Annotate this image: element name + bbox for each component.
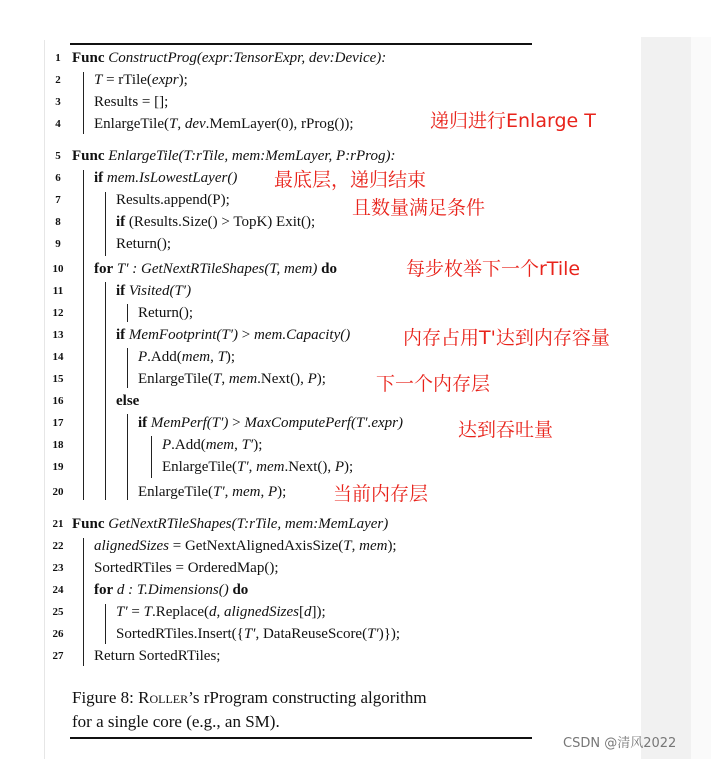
code-text: T′ = T.Replace(d, alignedSizes[d]); xyxy=(116,604,326,620)
line-number: 23 xyxy=(52,562,64,574)
line-number: 9 xyxy=(55,238,61,250)
code-text: EnlargeTile(T, dev.MemLayer(0), rProg()); xyxy=(94,116,354,132)
figure-caption xyxy=(72,686,532,734)
block-bar xyxy=(127,304,128,322)
watermark: CSDN @清风2022 xyxy=(563,736,677,751)
line-number: 25 xyxy=(52,606,64,618)
line-number: 8 xyxy=(55,216,61,228)
line-number: 13 xyxy=(52,329,64,341)
side-panel xyxy=(641,37,691,759)
annotation-next-mem-layer: 下一个内存层 xyxy=(376,373,491,395)
line-number: 14 xyxy=(52,351,64,363)
code-text: SortedRTiles.Insert({T′, DataReuseScore(T′)}); xyxy=(116,626,401,642)
line-number: 15 xyxy=(52,373,64,385)
line-number: 22 xyxy=(52,540,64,552)
code-text: if MemFootprint(T′) > mem.Capacity() xyxy=(116,327,351,343)
code-text: Return SortedRTiles; xyxy=(94,648,221,664)
code-text: for d : T.Dimensions() do xyxy=(94,582,249,598)
code-text: if (Results.Size() > TopK) Exit(); xyxy=(116,214,316,230)
side-panel-edge xyxy=(691,37,711,759)
line-number: 26 xyxy=(52,628,64,640)
block-bar xyxy=(83,538,84,666)
code-text: else xyxy=(116,393,140,409)
code-text: EnlargeTile(T, mem.Next(), P); xyxy=(138,371,326,387)
block-bar xyxy=(127,348,128,388)
block-bar xyxy=(105,192,106,256)
code-text: alignedSizes = GetNextAlignedAxisSize(T, mem); xyxy=(94,538,397,554)
caption-rest: ’s rProgram constructing algorithm xyxy=(188,688,427,707)
page-left-edge xyxy=(44,40,45,759)
annotation-current-mem-layer: 当前内存层 xyxy=(333,483,429,505)
code-text: Return(); xyxy=(138,305,193,321)
block-bar xyxy=(83,170,84,500)
code-text: Results = []; xyxy=(94,94,169,110)
line-number: 24 xyxy=(52,584,64,596)
code-text: P.Add(mem, T); xyxy=(138,349,236,365)
code-text: if MemPerf(T′) > MaxComputePerf(T′.expr) xyxy=(138,415,403,431)
block-bar xyxy=(127,414,128,500)
annotation-lowest-layer: 最底层，递归结束 xyxy=(274,169,427,191)
block-bar xyxy=(105,604,106,644)
line-number: 18 xyxy=(52,439,64,451)
code-text: P.Add(mem, T′); xyxy=(162,437,263,453)
annotation-mem-capacity: 内存占用T'达到内存容量 xyxy=(403,327,610,349)
line-number: 6 xyxy=(55,172,61,184)
line-number: 21 xyxy=(52,518,64,530)
line-number: 4 xyxy=(55,118,61,130)
caption-line2: for a single core (e.g., an SM). xyxy=(72,712,280,731)
annotation-count-condition: 且数量满足条件 xyxy=(352,197,486,219)
line-number: 17 xyxy=(52,417,64,429)
line-number: 5 xyxy=(55,150,61,162)
line-number: 1 xyxy=(55,52,61,64)
code-text: Results.append(P); xyxy=(116,192,230,208)
code-text: EnlargeTile(T′, mem, P); xyxy=(138,484,287,500)
line-number: 7 xyxy=(55,194,61,206)
annotation-enumerate-rtile: 每步枚举下一个rTile xyxy=(406,258,581,280)
line-number: 2 xyxy=(55,74,61,86)
code-text: for T′ : GetNextRTileShapes(T, mem) do xyxy=(94,261,337,277)
line-number: 20 xyxy=(52,486,64,498)
code-text: if Visited(T′) xyxy=(116,283,192,299)
code-text: Func ConstructProg(expr:TensorExpr, dev:Device): xyxy=(72,50,387,66)
line-number: 16 xyxy=(52,395,64,407)
code-text: SortedRTiles = OrderedMap(); xyxy=(94,560,279,576)
caption-prefix: Figure 8: xyxy=(72,688,139,707)
line-number: 10 xyxy=(52,263,64,275)
line-number: 27 xyxy=(52,650,64,662)
block-bar xyxy=(83,72,84,134)
annotation-recursive-enlarge: 递归进行Enlarge T xyxy=(430,110,596,132)
line-number: 12 xyxy=(52,307,64,319)
annotation-throughput: 达到吞吐量 xyxy=(458,419,554,441)
code-text: Return(); xyxy=(116,236,171,252)
block-bar xyxy=(105,282,106,500)
block-bar xyxy=(151,436,152,478)
caption-system-name: Roller xyxy=(138,688,189,707)
code-text: T = rTile(expr); xyxy=(94,72,188,88)
line-number: 11 xyxy=(52,285,64,297)
code-text: if mem.IsLowestLayer() xyxy=(94,170,238,186)
line-number: 19 xyxy=(52,461,64,473)
top-rule xyxy=(70,43,532,45)
line-number: 3 xyxy=(55,96,61,108)
bottom-rule xyxy=(70,737,532,739)
code-text: Func GetNextRTileShapes(T:rTile, mem:MemLayer) xyxy=(72,516,389,532)
code-text: EnlargeTile(T′, mem.Next(), P); xyxy=(162,459,354,475)
code-text: Func EnlargeTile(T:rTile, mem:MemLayer, P:rProg): xyxy=(72,148,396,164)
